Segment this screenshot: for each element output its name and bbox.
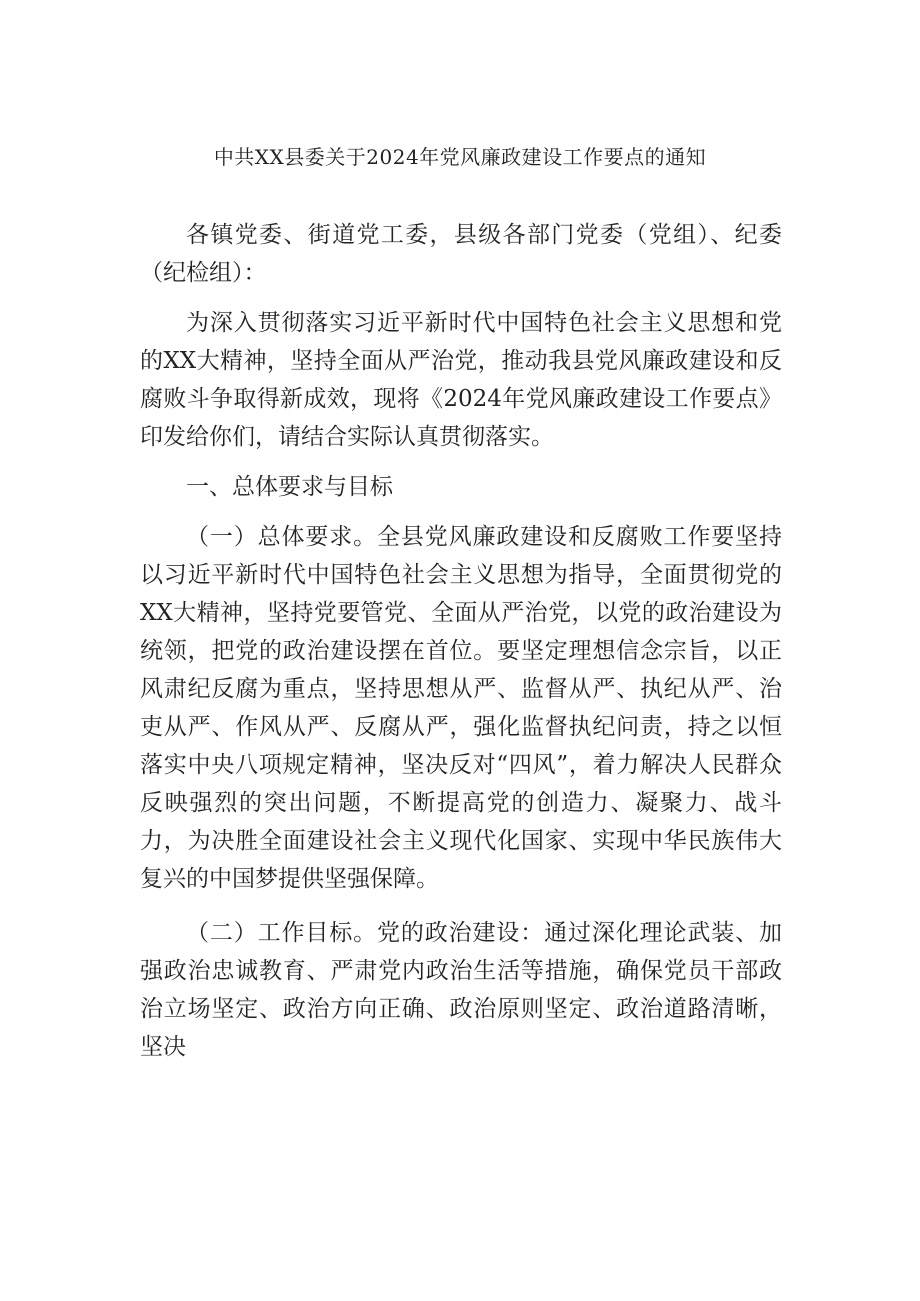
section-paragraph-overall-requirements: （一）总体要求。全县党风廉政建设和反腐败工作要坚持以习近平新时代中国特色社会主义思想为指导，全面贯彻党的XX大精神，坚持党要管党、全面从严治党，以党的政治建设为统领，把党的政治建设摆在首位。要坚定理想信念宗旨，以正风肃纪反腐为重点，坚持思想从严、监督从严、执纪从严、治吏从严、作风从严、反腐从严，强化监督执纪问责，持之以恒落实中央八项规定精神，坚决反对“四风”，着力解决人民群众反映强烈的突出问题，不断提高党的创造力、凝聚力、战斗力，为决胜全面建设社会主义现代化国家、实现中华民族伟大复兴的中国梦提供坚强保障。 — [140, 524, 782, 892]
document-title: 中共XX县委关于2024年党风廉政建设工作要点的通知 — [213, 145, 707, 169]
intro-paragraph: 为深入贯彻落实习近平新时代中国特色社会主义思想和党的XX大精神，坚持全面从严治党，推动我县党风廉政建设和反腐败斗争取得新成效，现将《2024年党风廉政建设工作要点》印发给你们，请结合实际认真贯彻落实。 — [140, 310, 782, 450]
section-paragraph-work-goals: （二）工作目标。党的政治建设：通过深化理论武装、加强政治忠诚教育、严肃党内政治生活等措施，确保党员干部政治立场坚定、政治方向正确、政治原则坚定、政治道路清晰，坚决 — [140, 920, 782, 1060]
document-body — [140, 216, 782, 1066]
salutation: 各镇党委、街道党工委，县级各部门党委（党组）、纪委（纪检组）： — [140, 222, 782, 286]
section-heading: 一、总体要求与目标 — [186, 474, 393, 500]
